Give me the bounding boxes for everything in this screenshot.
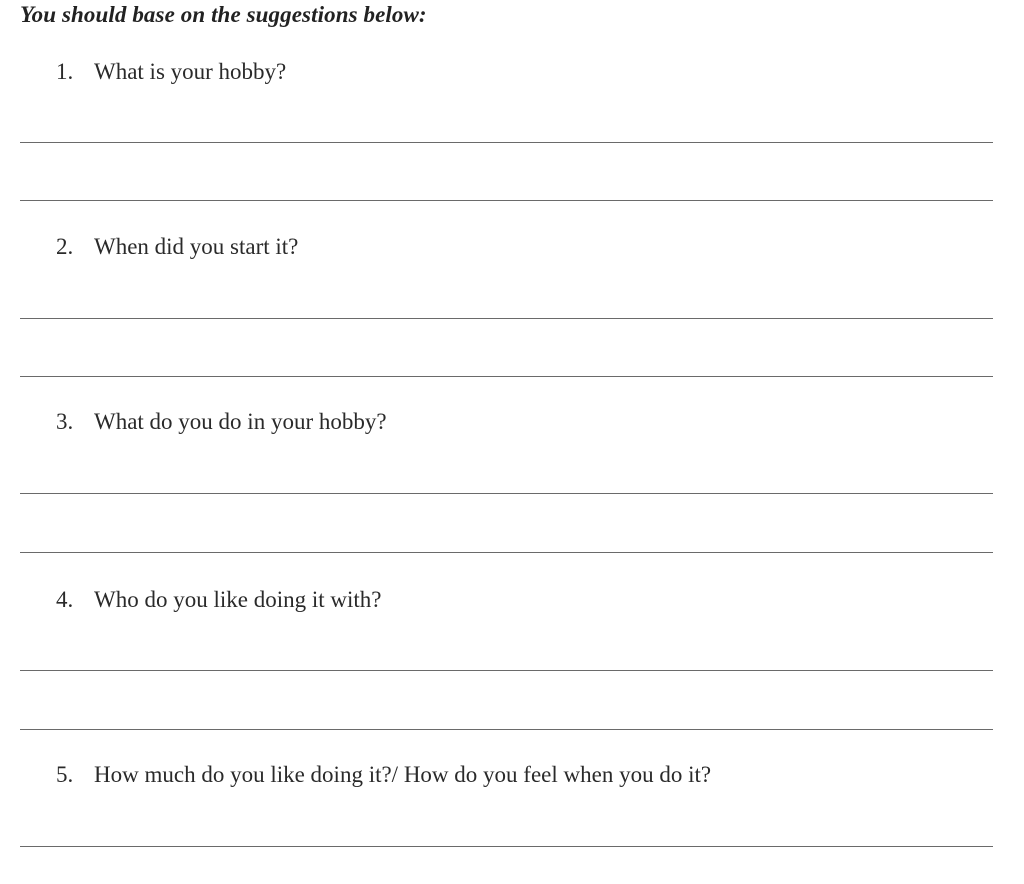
- answer-line[interactable]: [20, 376, 993, 377]
- question-text: How much do you like doing it?/ How do you feel when you do it?: [94, 762, 712, 787]
- question-text: What do you do in your hobby?: [94, 409, 387, 434]
- answer-line[interactable]: [20, 493, 993, 494]
- question-3: [56, 409, 387, 435]
- question-5: [56, 762, 711, 788]
- answer-line[interactable]: [20, 318, 993, 319]
- answer-line[interactable]: [20, 729, 993, 730]
- question-text: Who do you like doing it with?: [94, 587, 382, 612]
- answer-line[interactable]: [20, 142, 993, 143]
- question-number: 5.: [56, 762, 74, 787]
- instructions-heading: You should base on the suggestions below:: [20, 2, 427, 27]
- question-4: [56, 587, 381, 613]
- question-number: 2.: [56, 234, 74, 259]
- answer-line[interactable]: [20, 670, 993, 671]
- answer-line[interactable]: [20, 846, 993, 847]
- answer-line[interactable]: [20, 200, 993, 201]
- answer-line[interactable]: [20, 552, 993, 553]
- question-1: [56, 59, 286, 85]
- question-number: 3.: [56, 409, 74, 434]
- question-text: What is your hobby?: [94, 59, 287, 84]
- question-2: [56, 234, 298, 260]
- question-number: 1.: [56, 59, 74, 84]
- question-text: When did you start it?: [94, 234, 299, 259]
- question-number: 4.: [56, 587, 74, 612]
